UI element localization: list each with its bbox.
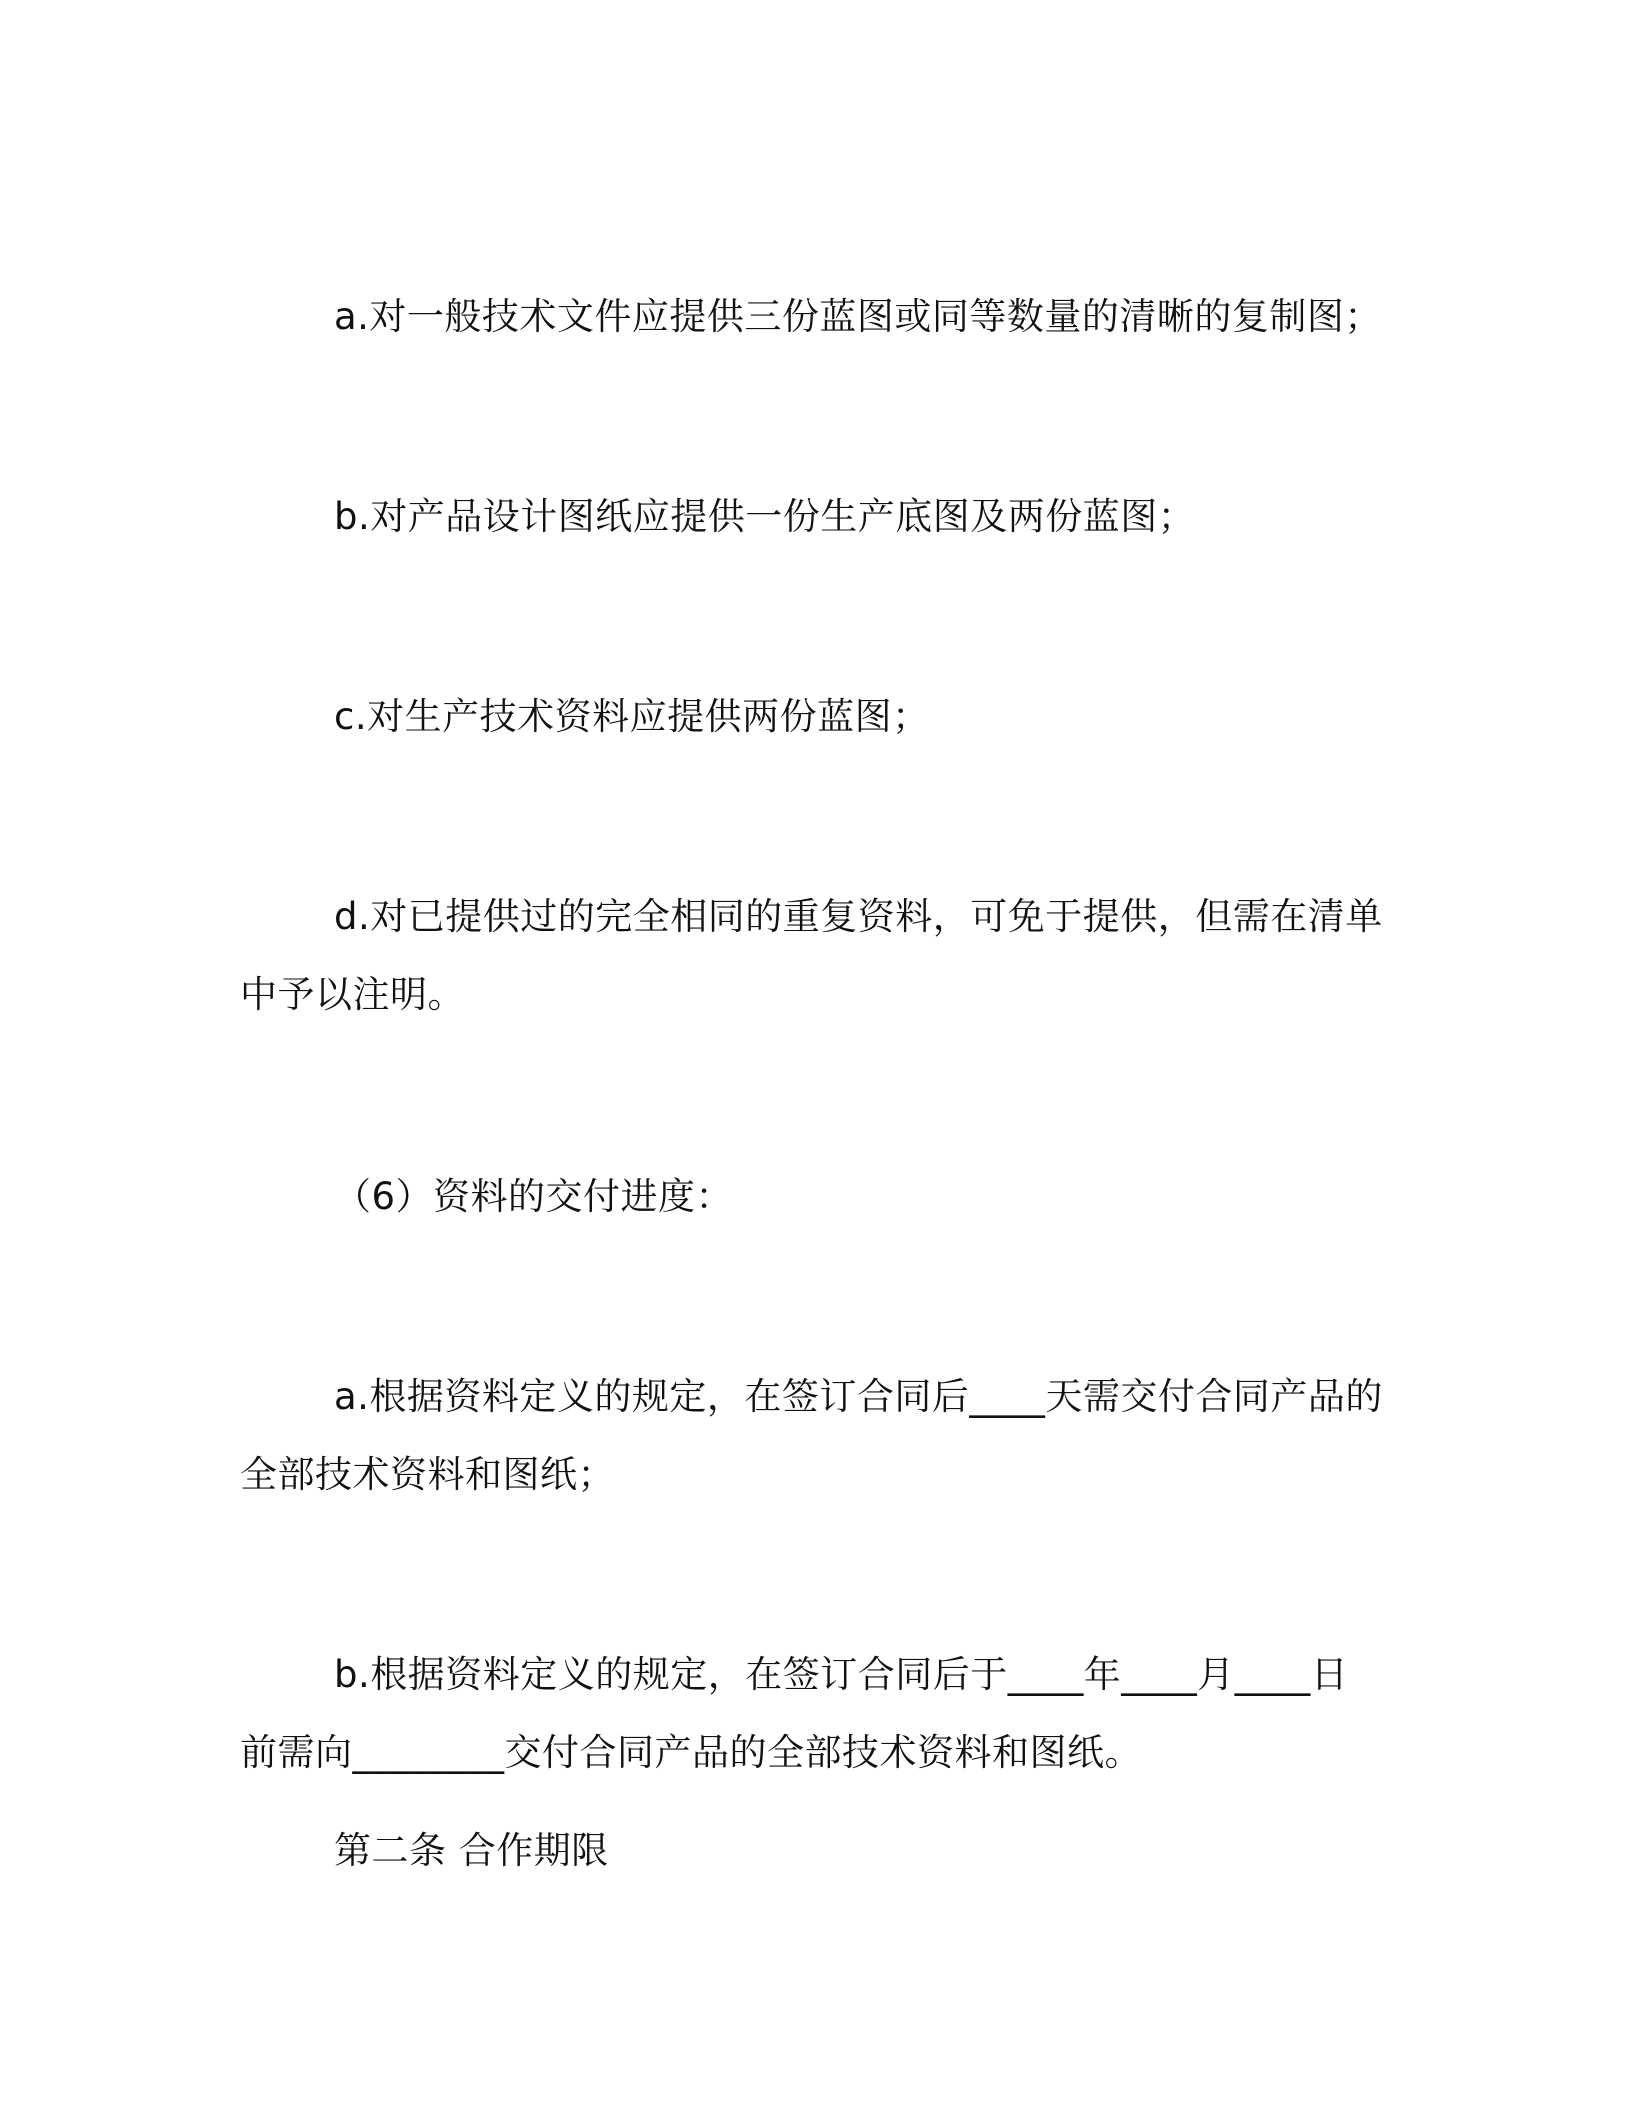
paragraph-line: b.对产品设计图纸应提供一份生产底图及两份蓝图； (334, 495, 1196, 538)
paragraph-line: d.对已提供过的完全相同的重复资料，可免于提供，但需在清单 (334, 895, 1383, 938)
paragraph-line: 第二条 合作期限 (334, 1829, 609, 1872)
paragraph-line: a.根据资料定义的规定，在签订合同后____天需交付合同产品的 (334, 1375, 1383, 1418)
section-heading-6 (240, 1158, 1390, 1236)
paragraph-line: （6）资料的交付进度： (334, 1175, 734, 1218)
paragraph-line: 中予以注明。 (240, 973, 465, 1016)
paragraph-item-a-schedule (240, 1358, 1390, 1514)
paragraph-line: c.对生产技术资料应提供两份蓝图； (334, 695, 930, 738)
paragraph-item-b-copies (240, 478, 1390, 556)
paragraph-line: 前需向________交付合同产品的全部技术资料和图纸。 (240, 1731, 1142, 1774)
paragraph-item-d-copies (240, 878, 1390, 1034)
paragraph-item-a-copies (240, 278, 1390, 356)
paragraph-item-b-schedule (240, 1636, 1390, 1792)
paragraph-item-c-copies (240, 678, 1390, 756)
article-heading (240, 1812, 1390, 1890)
paragraph-line: b.根据资料定义的规定，在签订合同后于____年____月____日 (334, 1653, 1349, 1696)
paragraph-line: 全部技术资料和图纸； (240, 1453, 615, 1496)
paragraph-line: a.对一般技术文件应提供三份蓝图或同等数量的清晰的复制图； (334, 295, 1382, 338)
